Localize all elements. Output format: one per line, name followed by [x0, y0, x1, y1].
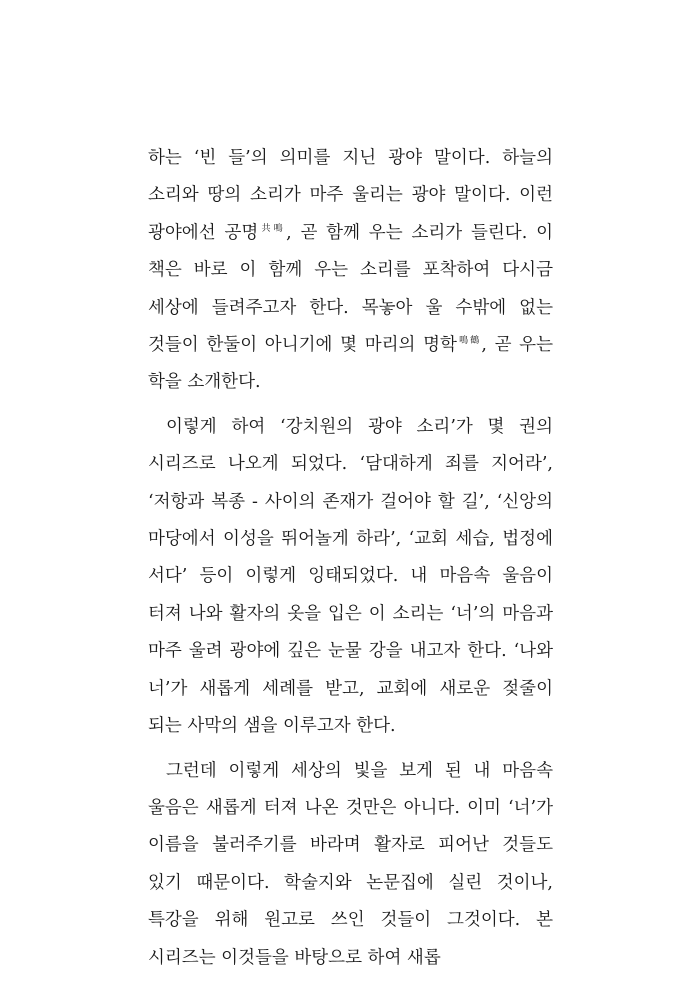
paragraph-text: , 곧 우는 학을 소개한다.: [148, 335, 553, 393]
paragraph-3: [148, 753, 553, 977]
paragraph-text: 하는 ‘빈 들’의 의미를 지닌 광야 말이다. 하늘의 소리와 땅의 소리가 마주 울리는 광야 말이다. 이런 광야에선 공명: [148, 148, 553, 243]
paragraph-1: [148, 140, 553, 402]
paragraph-text: 이렇게 하여 ‘강치원의 광야 소리’가 몇 권의 시리즈로 나오게 되었다. ‘담대하게 죄를 지어라’, ‘저항과 복종 - 사이의 존재가 걸어야 할 길’, ‘신앙의 마당에서 이성을 뛰어놀게 하라’, ‘교회 세습, 법정에 서다’ 등이 이렇게 잉태되었다. 내 마음속 울음이 터져 나와 활자의 옷을 입은 이 소리는 ‘너’의 마음과 마주 울려 광야에 깊은 눈물 강을 내고자 한다. ‘나와 너’가 새롭게 세례를 받고, 교회에 새로운 젖줄이 되는 사막의 샘을 이루고자 한다.: [148, 416, 553, 737]
hanja-annotation-gongmyeong: 共鳴: [258, 223, 287, 234]
paragraph-2: [148, 409, 553, 746]
body-text: [148, 140, 553, 977]
paragraph-text: 그런데 이렇게 세상의 빛을 보게 된 내 마음속 울음은 새롭게 터져 나온 것만은 아니다. 이미 ‘너’가 이름을 불러주기를 바라며 활자로 피어난 것들도 있기 때문이다. 학술지와 논문집에 실린 것이나, 특강을 위해 원고로 쓰인 것들이 그것이다. 본 시리즈는 이것들을 바탕으로 하여 새롭: [148, 760, 553, 968]
hanja-annotation-myeonghak: 鳴鶴: [456, 336, 482, 347]
paragraph-text: , 곧 함께 우는 소리가 들린다. 이 책은 바로 이 함께 우는 소리를 포착하여 다시금 세상에 들려주고자 한다. 목놓아 울 수밖에 없는 것들이 한둘이 아니기에 몇 마리의 명학: [148, 222, 553, 356]
